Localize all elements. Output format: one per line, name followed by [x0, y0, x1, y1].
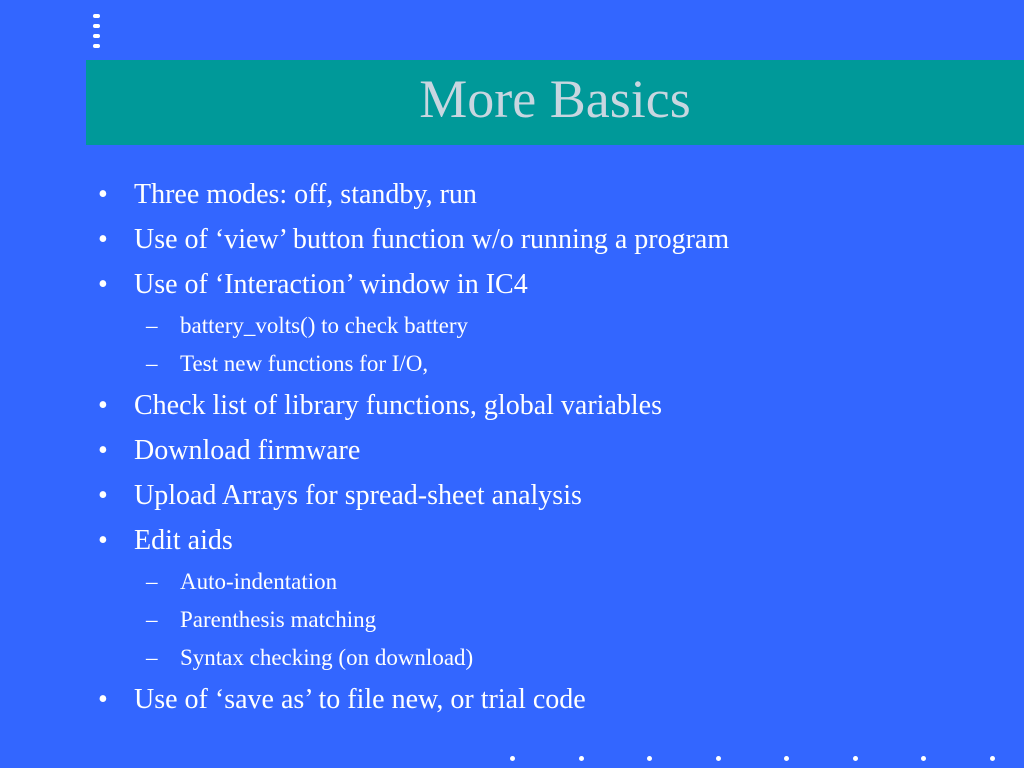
bullet-item — [0, 518, 1024, 563]
decor-dot — [93, 14, 100, 18]
bullet-item — [0, 262, 1024, 307]
bullet-text: Syntax checking (on download) — [180, 645, 474, 670]
decor-dot — [853, 756, 858, 761]
sub-bullet-item — [0, 345, 1024, 383]
bullet-item — [0, 172, 1024, 217]
bullet-marker: • — [98, 269, 108, 300]
bullet-marker: • — [98, 684, 108, 715]
decor-dot — [990, 756, 995, 761]
dash-marker: – — [146, 607, 158, 632]
bullet-text: Download firmware — [134, 435, 361, 466]
bullet-text: Edit aids — [134, 525, 233, 556]
bullet-item — [0, 217, 1024, 262]
bullet-marker: • — [98, 224, 108, 255]
bullet-text: Upload Arrays for spread-sheet analysis — [134, 480, 582, 511]
decor-dot — [716, 756, 721, 761]
slide-title: More Basics — [419, 69, 691, 129]
bullet-list — [0, 172, 1024, 722]
bullet-marker: • — [98, 525, 108, 556]
bullet-item — [0, 473, 1024, 518]
bullet-text: Use of ‘save as’ to file new, or trial code — [134, 684, 586, 715]
dash-marker: – — [146, 313, 158, 338]
title-bar — [86, 60, 1024, 145]
bullet-text: Use of ‘Interaction’ window in IC4 — [134, 269, 528, 300]
bullet-text: Auto-indentation — [180, 569, 338, 594]
bullet-text: Test new functions for I/O, — [180, 351, 429, 376]
decor-dot — [579, 756, 584, 761]
bullet-marker: • — [98, 179, 108, 210]
vertical-dots-decoration — [93, 14, 103, 54]
dash-marker: – — [146, 645, 158, 670]
bullet-text: battery_volts() to check battery — [180, 313, 469, 338]
bullet-item — [0, 383, 1024, 428]
sub-bullet-item — [0, 639, 1024, 677]
decor-dot — [784, 756, 789, 761]
decor-dot — [93, 24, 100, 28]
sub-bullet-item — [0, 307, 1024, 345]
bullet-text: Use of ‘view’ button function w/o running a program — [134, 224, 730, 255]
sub-bullet-item — [0, 601, 1024, 639]
bullet-item — [0, 428, 1024, 473]
horizontal-dots-decoration — [510, 756, 1010, 762]
bullet-marker: • — [98, 480, 108, 511]
dash-marker: – — [146, 569, 158, 594]
decor-dot — [647, 756, 652, 761]
bullet-text: Parenthesis matching — [180, 607, 377, 632]
bullet-marker: • — [98, 390, 108, 421]
bullet-item — [0, 677, 1024, 722]
bullet-text: Three modes: off, standby, run — [134, 179, 477, 210]
dash-marker: – — [146, 351, 158, 376]
decor-dot — [921, 756, 926, 761]
decor-dot — [93, 44, 100, 48]
bullet-text: Check list of library functions, global variables — [134, 390, 662, 421]
decor-dot — [510, 756, 515, 761]
sub-bullet-item — [0, 563, 1024, 601]
bullet-marker: • — [98, 435, 108, 466]
decor-dot — [93, 34, 100, 38]
